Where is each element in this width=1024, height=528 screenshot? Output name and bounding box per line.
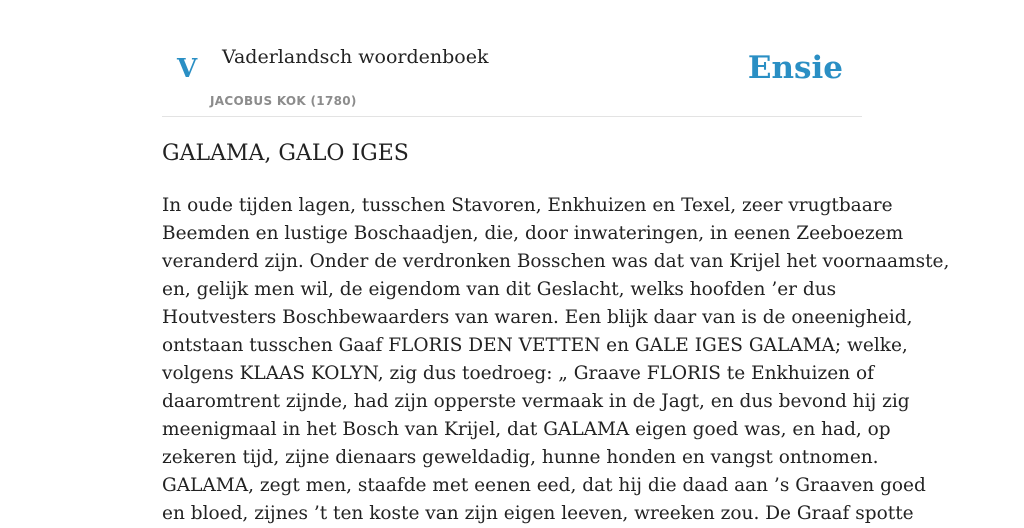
entry-line: en bloed, zijnes ’t ten koste van zijn eigen leeven, wreeken zou. De Graaf spotte	[162, 503, 914, 524]
entry-line: ontstaan tusschen Gaaf FLORIS DEN VETTEN en GALE IGES GALAMA; welke,	[162, 335, 908, 356]
book-author: JACOBUS KOK (1780)	[210, 94, 357, 108]
entry-body	[162, 192, 950, 528]
book-title[interactable]: Vaderlandsch woordenboek	[222, 46, 489, 68]
header	[162, 0, 862, 117]
index-letter[interactable]: V	[177, 54, 198, 84]
entry-line: Houtvesters Boschbewaarders van waren. Een blijk daar van is de oneenigheid,	[162, 307, 913, 328]
entry-line: In oude tijden lagen, tusschen Stavoren, Enkhuizen en Texel, zeer vrugtbaare	[162, 195, 893, 216]
entry-line: GALAMA, zegt men, staafde met eenen eed, dat hij die daad aan ’s Graaven goed	[162, 475, 926, 496]
entry-line: en, gelijk men wil, de eigendom van dit Geslacht, welks hoofden ’er dus	[162, 279, 837, 300]
entry-line: meenigmaal in het Bosch van Krijel, dat GALAMA eigen goed was, en had, op	[162, 419, 891, 440]
entry-line: zekeren tijd, zijne dienaars geweldadig, hunne honden en vangst ontnomen.	[162, 447, 879, 468]
entry-title: GALAMA, GALO IGES	[162, 141, 409, 166]
entry-line: Beemden en lustige Boschaadjen, die, door inwateringen, in eenen Zeeboezem	[162, 223, 904, 244]
entry-line: daaromtrent zijnde, had zijn opperste vermaak in de Jagt, en dus bevond hij zig	[162, 391, 910, 412]
entry-line: volgens KLAAS KOLYN, zig dus toedroeg: „ Graave FLORIS te Enkhuizen of	[162, 363, 874, 384]
entry-line: veranderd zijn. Onder de verdronken Bosschen was dat van Krijel het voornaamste,	[162, 251, 950, 272]
brand-logo[interactable]: Ensie	[747, 50, 843, 86]
